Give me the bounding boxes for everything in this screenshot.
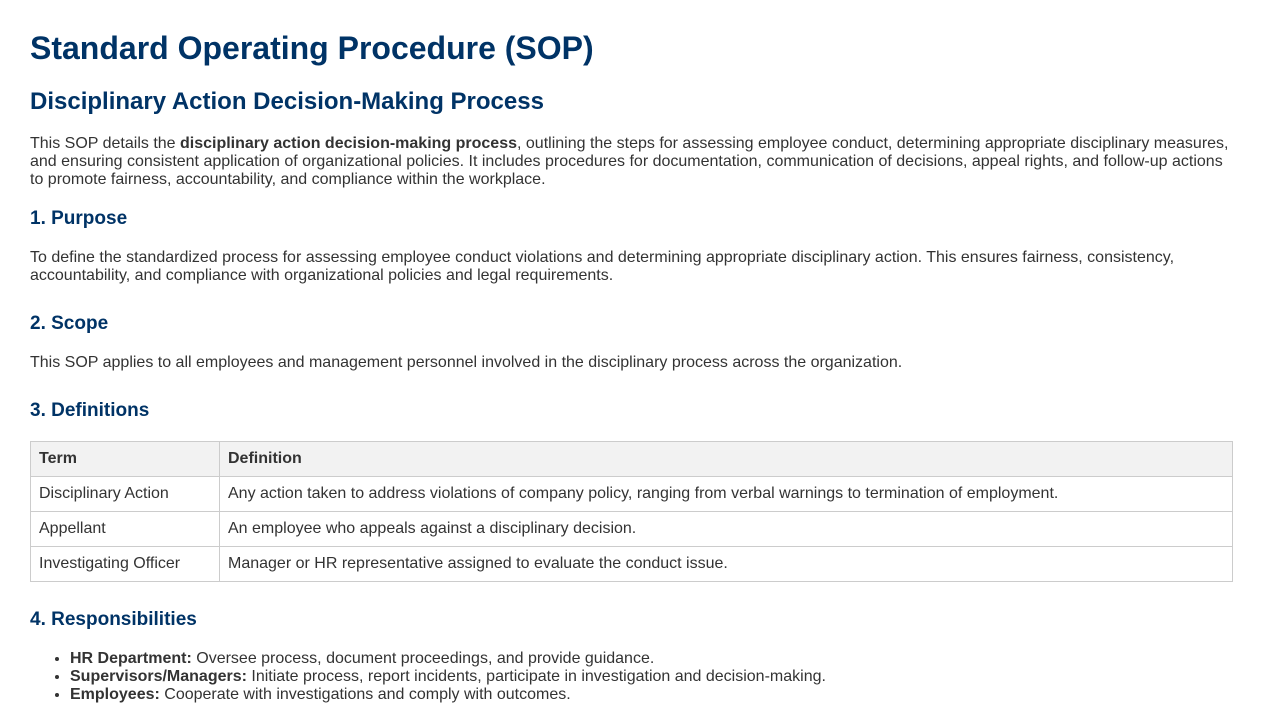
definitions-table xyxy=(30,441,1233,582)
intro-suffix: , outlining the steps for assessing employee conduct, determining appropriate disciplinary measures, and ensuring consistent application of organizational policies. It includes procedures for documentation, communication of decisions, appeal rights, and follow-up actions to promote fairness, accountability, and compliance within the workplace. xyxy=(30,135,1229,188)
intro-paragraph xyxy=(30,135,1233,189)
scope-heading: 2. Scope xyxy=(30,313,109,334)
definition-cell: Any action taken to address violations of company policy, ranging from verbal warnings to termination of employment. xyxy=(220,477,1233,512)
table-header-row xyxy=(31,442,1233,477)
document-subtitle: Disciplinary Action Decision-Making Process xyxy=(30,88,544,115)
term-cell: Appellant xyxy=(31,512,220,547)
term-cell: Disciplinary Action xyxy=(31,477,220,512)
purpose-text: To define the standardized process for assessing employee conduct violations and determining appropriate disciplinary action. This ensures fairness, consistency, accountability, and compliance with organizational policies and legal requirements. xyxy=(30,249,1175,284)
responsibilities-heading: 4. Responsibilities xyxy=(30,609,197,630)
term-cell: Investigating Officer xyxy=(31,547,220,582)
definitions-heading: 3. Definitions xyxy=(30,400,150,421)
role-label: Employees: xyxy=(70,686,160,703)
column-header-term: Term xyxy=(31,442,220,477)
definition-cell: An employee who appeals against a disciplinary decision. xyxy=(220,512,1233,547)
role-description: Initiate process, report incidents, participate in investigation and decision-making. xyxy=(246,668,826,685)
role-description: Cooperate with investigations and comply with outcomes. xyxy=(159,686,571,703)
table-row xyxy=(31,512,1233,547)
intro-bold: disciplinary action decision-making process xyxy=(180,135,517,152)
list-item xyxy=(70,668,826,686)
list-item xyxy=(70,686,826,704)
role-label: HR Department: xyxy=(70,650,192,667)
table-row xyxy=(31,477,1233,512)
table-row xyxy=(31,547,1233,582)
page-title: Standard Operating Procedure (SOP) xyxy=(30,30,594,66)
column-header-definition: Definition xyxy=(220,442,1233,477)
responsibilities-list xyxy=(30,650,826,704)
role-description: Oversee process, document proceedings, and provide guidance. xyxy=(191,650,655,667)
scope-text: This SOP applies to all employees and management personnel involved in the disciplinary process across the organization. xyxy=(30,354,903,371)
intro-prefix: This SOP details the xyxy=(30,135,180,152)
role-label: Supervisors/Managers: xyxy=(70,668,247,685)
definition-cell: Manager or HR representative assigned to evaluate the conduct issue. xyxy=(220,547,1233,582)
purpose-heading: 1. Purpose xyxy=(30,208,128,229)
list-item xyxy=(70,650,826,668)
